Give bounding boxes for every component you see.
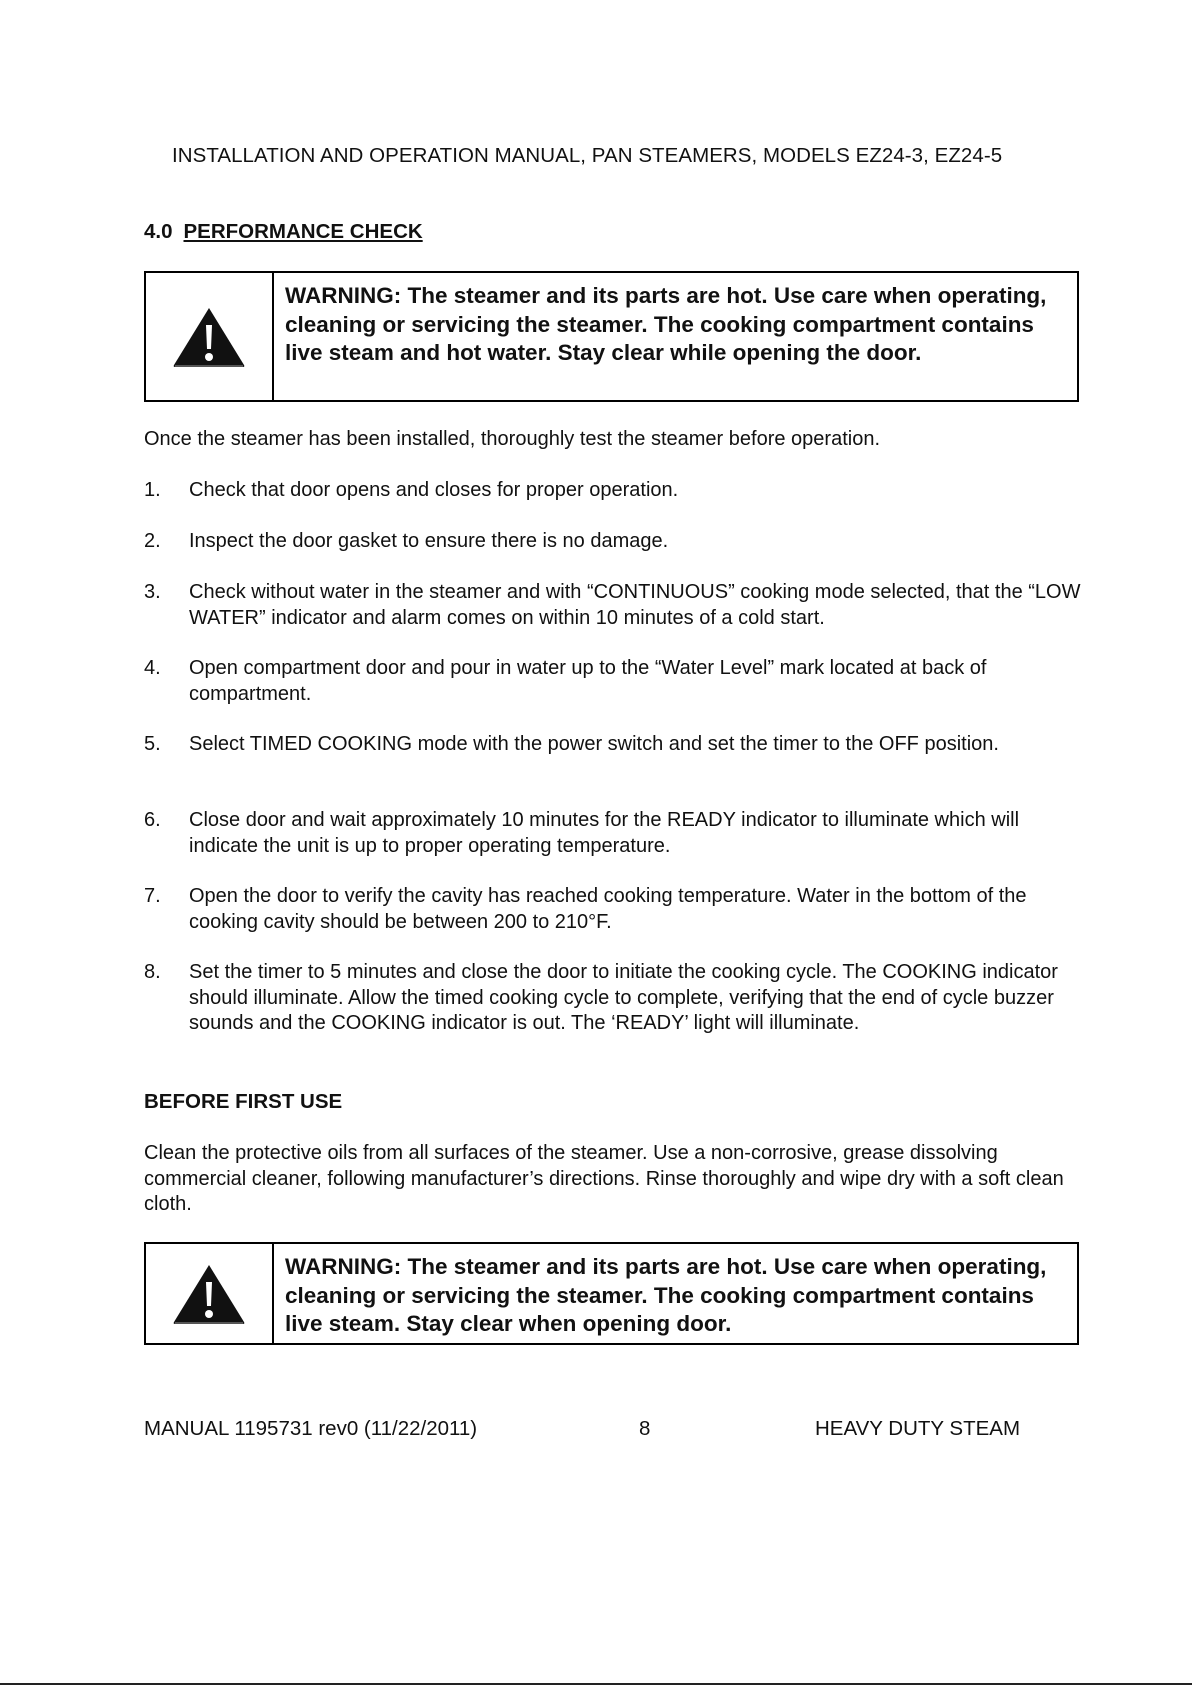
footer-page-number: 8 (639, 1417, 651, 1440)
list-item-number: 2. (144, 530, 161, 552)
list-item (144, 478, 1084, 504)
list-item (144, 529, 1084, 555)
section-heading: PERFORMANCE CHECK (183, 220, 423, 243)
warning-icon-cell (146, 1244, 274, 1343)
section-number: 4.0 (144, 220, 173, 243)
list-item (144, 884, 1084, 935)
list-item-text: Check that door opens and closes for proper operation. (189, 479, 679, 501)
footer-manual-number: MANUAL 1195731 rev0 (11/22/2011) (144, 1417, 478, 1440)
warning-text: WARNING: The steamer and its parts are hot. Use care when operating, cleaning or servicing the steamer. The cooking compartment contains live steam and hot water. Stay clear while opening the door. (285, 283, 1047, 365)
list-item (144, 580, 1084, 631)
list-item-number: 1. (144, 479, 161, 501)
list-item-text: Set the timer to 5 minutes and close the door to initiate the cooking cycle. The COOKING indicator should illuminate. Allow the timed cooking cycle to complete, verifying that the end of cycle buzzer sounds and the COOKING indicator is out. The ‘READY’ light will illuminate. (189, 961, 1058, 1034)
before-first-use-paragraph: Clean the protective oils from all surfaces of the steamer. Use a non-corrosive, grease dissolving commercial cleaner, following manufacturer’s directions. Rinse thoroughly and wipe dry with a soft clean cloth. (144, 1142, 1064, 1215)
list-item-text: Open the door to verify the cavity has reached cooking temperature. Water in the bottom of the cooking cavity should be between 200 to 210°F. (189, 885, 1027, 933)
warning-box (144, 271, 1079, 402)
list-item-text: Select TIMED COOKING mode with the power switch and set the timer to the OFF position. (189, 733, 999, 755)
list-item (144, 960, 1084, 1037)
list-item (144, 732, 1084, 758)
list-item-number: 7. (144, 885, 161, 907)
list-item-text: Check without water in the steamer and with “CONTINUOUS” cooking mode selected, that the “LOW WATER” indicator and alarm comes on within 10 minutes of a cold start. (189, 581, 1081, 629)
footer-brand: HEAVY DUTY STEAM (815, 1417, 1021, 1440)
list-item-number: 3. (144, 581, 161, 603)
warning-triangle-icon (171, 305, 247, 369)
intro-paragraph: Once the steamer has been installed, thoroughly test the steamer before operation. (144, 428, 880, 450)
page-header: INSTALLATION AND OPERATION MANUAL, PAN STEAMERS, MODELS EZ24-3, EZ24-5 (172, 144, 1003, 167)
section-title (144, 220, 423, 244)
list-item-number: 8. (144, 961, 161, 983)
list-item (144, 808, 1084, 859)
warning-triangle-icon (171, 1262, 247, 1326)
list-item-text: Close door and wait approximately 10 minutes for the READY indicator to illuminate which will indicate the unit is up to proper operating temperature. (189, 809, 1020, 857)
list-item (144, 656, 1084, 707)
list-item-text: Open compartment door and pour in water up to the “Water Level” mark located at back of compartment. (189, 657, 987, 705)
list-item-number: 4. (144, 657, 161, 679)
warning-text: WARNING: The steamer and its parts are hot. Use care when operating, cleaning or servicing the steamer. The cooking compartment contains live steam. Stay clear when opening door. (285, 1254, 1047, 1336)
before-first-use-heading: BEFORE FIRST USE (144, 1090, 343, 1113)
warning-icon-cell (146, 273, 274, 400)
list-item-text: Inspect the door gasket to ensure there is no damage. (189, 530, 669, 552)
list-item-number: 6. (144, 809, 161, 831)
list-item-number: 5. (144, 733, 161, 755)
warning-box (144, 1242, 1079, 1345)
